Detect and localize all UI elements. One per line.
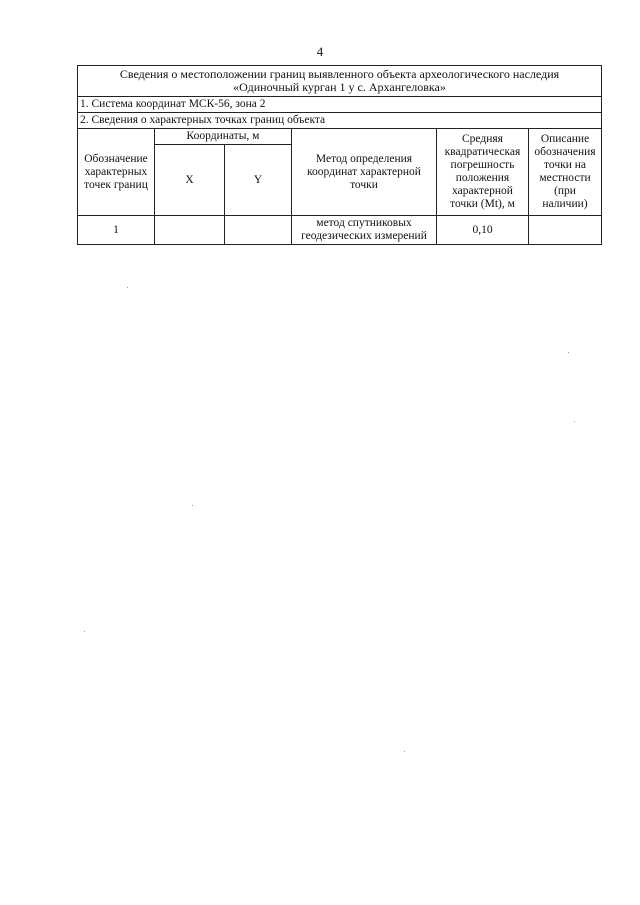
header-coordinates: Координаты, м (155, 129, 292, 145)
cell-x (155, 216, 225, 245)
table-title-line-2: «Одиночный курган 1 у с. Архангеловка» (233, 80, 446, 94)
coordinate-system-label: 1. Система координат МСК-56, зона 2 (78, 97, 602, 113)
cell-point: 1 (78, 216, 155, 245)
cell-method: метод спутниковых геодезических измерений (292, 216, 437, 245)
scan-speck (127, 287, 128, 288)
header-y: Y (225, 145, 292, 216)
table-title-row (78, 66, 602, 97)
cell-y (225, 216, 292, 245)
scan-speck (192, 505, 193, 506)
table-row (78, 216, 602, 245)
cell-error: 0,10 (437, 216, 529, 245)
header-method: Метод определения координат характерной точки (292, 129, 437, 216)
table-title-line-1: Сведения о местоположении границ выявленного объекта археологического наследия (119, 67, 560, 81)
characteristic-points-label: 2. Сведения о характерных точках границ объекта (78, 113, 602, 129)
header-x: X (155, 145, 225, 216)
section-2-row (78, 113, 602, 129)
header-row-1 (78, 129, 602, 145)
header-designation: Обозначение характерных точек границ (78, 129, 155, 216)
scan-speck (84, 631, 85, 632)
header-error: Средняя квадратическая погрешность положения характерной точки (Mt), м (437, 129, 529, 216)
page-number: 4 (316, 44, 324, 59)
boundary-table (77, 65, 602, 245)
scan-speck (404, 751, 405, 752)
scan-speck (574, 421, 575, 422)
header-description: Описание обозначения точки на местности (при наличии) (529, 129, 602, 216)
table-title (78, 66, 602, 97)
section-1-row (78, 97, 602, 113)
cell-description (529, 216, 602, 245)
scan-speck (568, 352, 569, 353)
